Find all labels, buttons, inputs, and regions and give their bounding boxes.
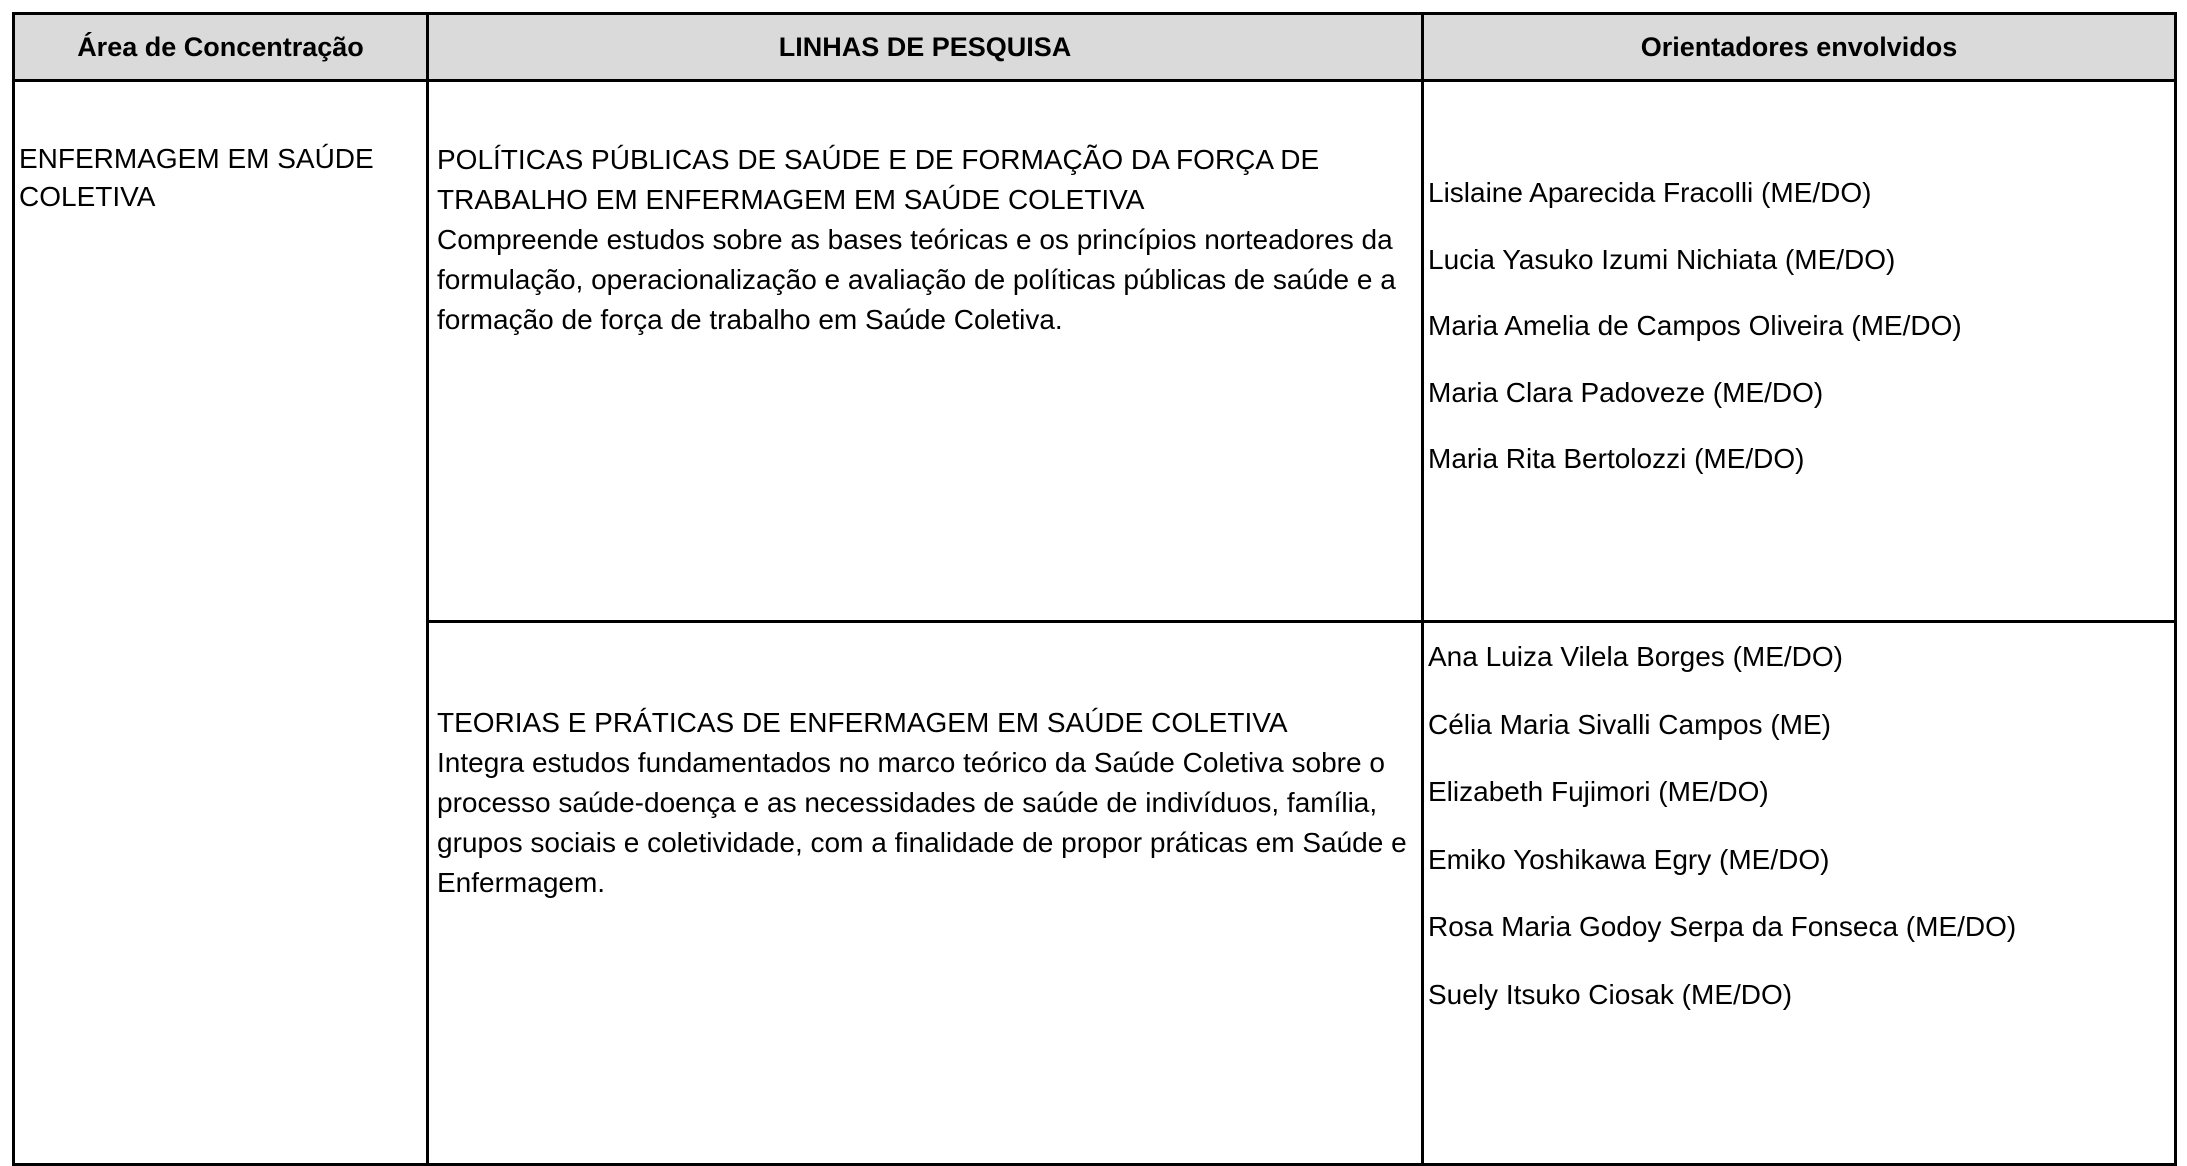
header-orientadores: Orientadores envolvidos — [1423, 14, 2176, 81]
linha-cell — [428, 81, 1423, 622]
linha-description: Compreende estudos sobre as bases teóricas e os princípios norteadores da formulação, operacionalização e avaliação de políticas públicas de saúde e a formação de força de trabalho em Saúde Coletiva. — [437, 224, 1396, 335]
list-item: Maria Rita Bertolozzi (ME/DO) — [1428, 443, 1805, 474]
research-lines-table — [12, 12, 2177, 1166]
list-item: Rosa Maria Godoy Serpa da Fonseca (ME/DO) — [1428, 911, 2017, 942]
list-item: Célia Maria Sivalli Campos (ME) — [1428, 708, 1831, 740]
linha-title: TEORIAS E PRÁTICAS DE ENFERMAGEM EM SAÚDE COLETIVA — [437, 707, 1288, 738]
area-label: ENFERMAGEM EM SAÚDE COLETIVA — [19, 143, 374, 212]
area-cell — [14, 81, 428, 1165]
header-linhas: LINHAS DE PESQUISA — [428, 14, 1423, 81]
linha-description: Integra estudos fundamentados no marco teórico da Saúde Coletiva sobre o processo saúde-doença e as necessidades de saúde de indivíduos, família, grupos sociais e coletividade, com a finalidade de propor práticas em Saúde e Enfermagem. — [437, 747, 1407, 898]
orientadores-list — [1428, 160, 2170, 493]
list-item: Elizabeth Fujimori (ME/DO) — [1428, 776, 1769, 807]
list-item: Emiko Yoshikawa Egry (ME/DO) — [1428, 843, 1830, 875]
linha-cell — [428, 622, 1423, 1165]
table-row — [14, 81, 2176, 622]
orientadores-list — [1428, 623, 2170, 1028]
orientadores-cell — [1423, 81, 2176, 622]
header-area: Área de Concentração — [14, 14, 428, 81]
list-item: Ana Luiza Vilela Borges (ME/DO) — [1428, 641, 1843, 672]
linha-title: POLÍTICAS PÚBLICAS DE SAÚDE E DE FORMAÇÃO DA FORÇA DE TRABALHO EM ENFERMAGEM EM SAÚDE COLETIVA — [437, 144, 1320, 215]
list-item: Maria Clara Padoveze (ME/DO) — [1428, 376, 1824, 408]
list-item: Lislaine Aparecida Fracolli (ME/DO) — [1428, 177, 1872, 208]
list-item: Maria Amelia de Campos Oliveira (ME/DO) — [1428, 310, 1962, 341]
list-item: Suely Itsuko Ciosak (ME/DO) — [1428, 978, 1793, 1010]
orientadores-cell — [1423, 622, 2176, 1165]
list-item: Lucia Yasuko Izumi Nichiata (ME/DO) — [1428, 243, 1896, 275]
header-row — [14, 14, 2176, 81]
